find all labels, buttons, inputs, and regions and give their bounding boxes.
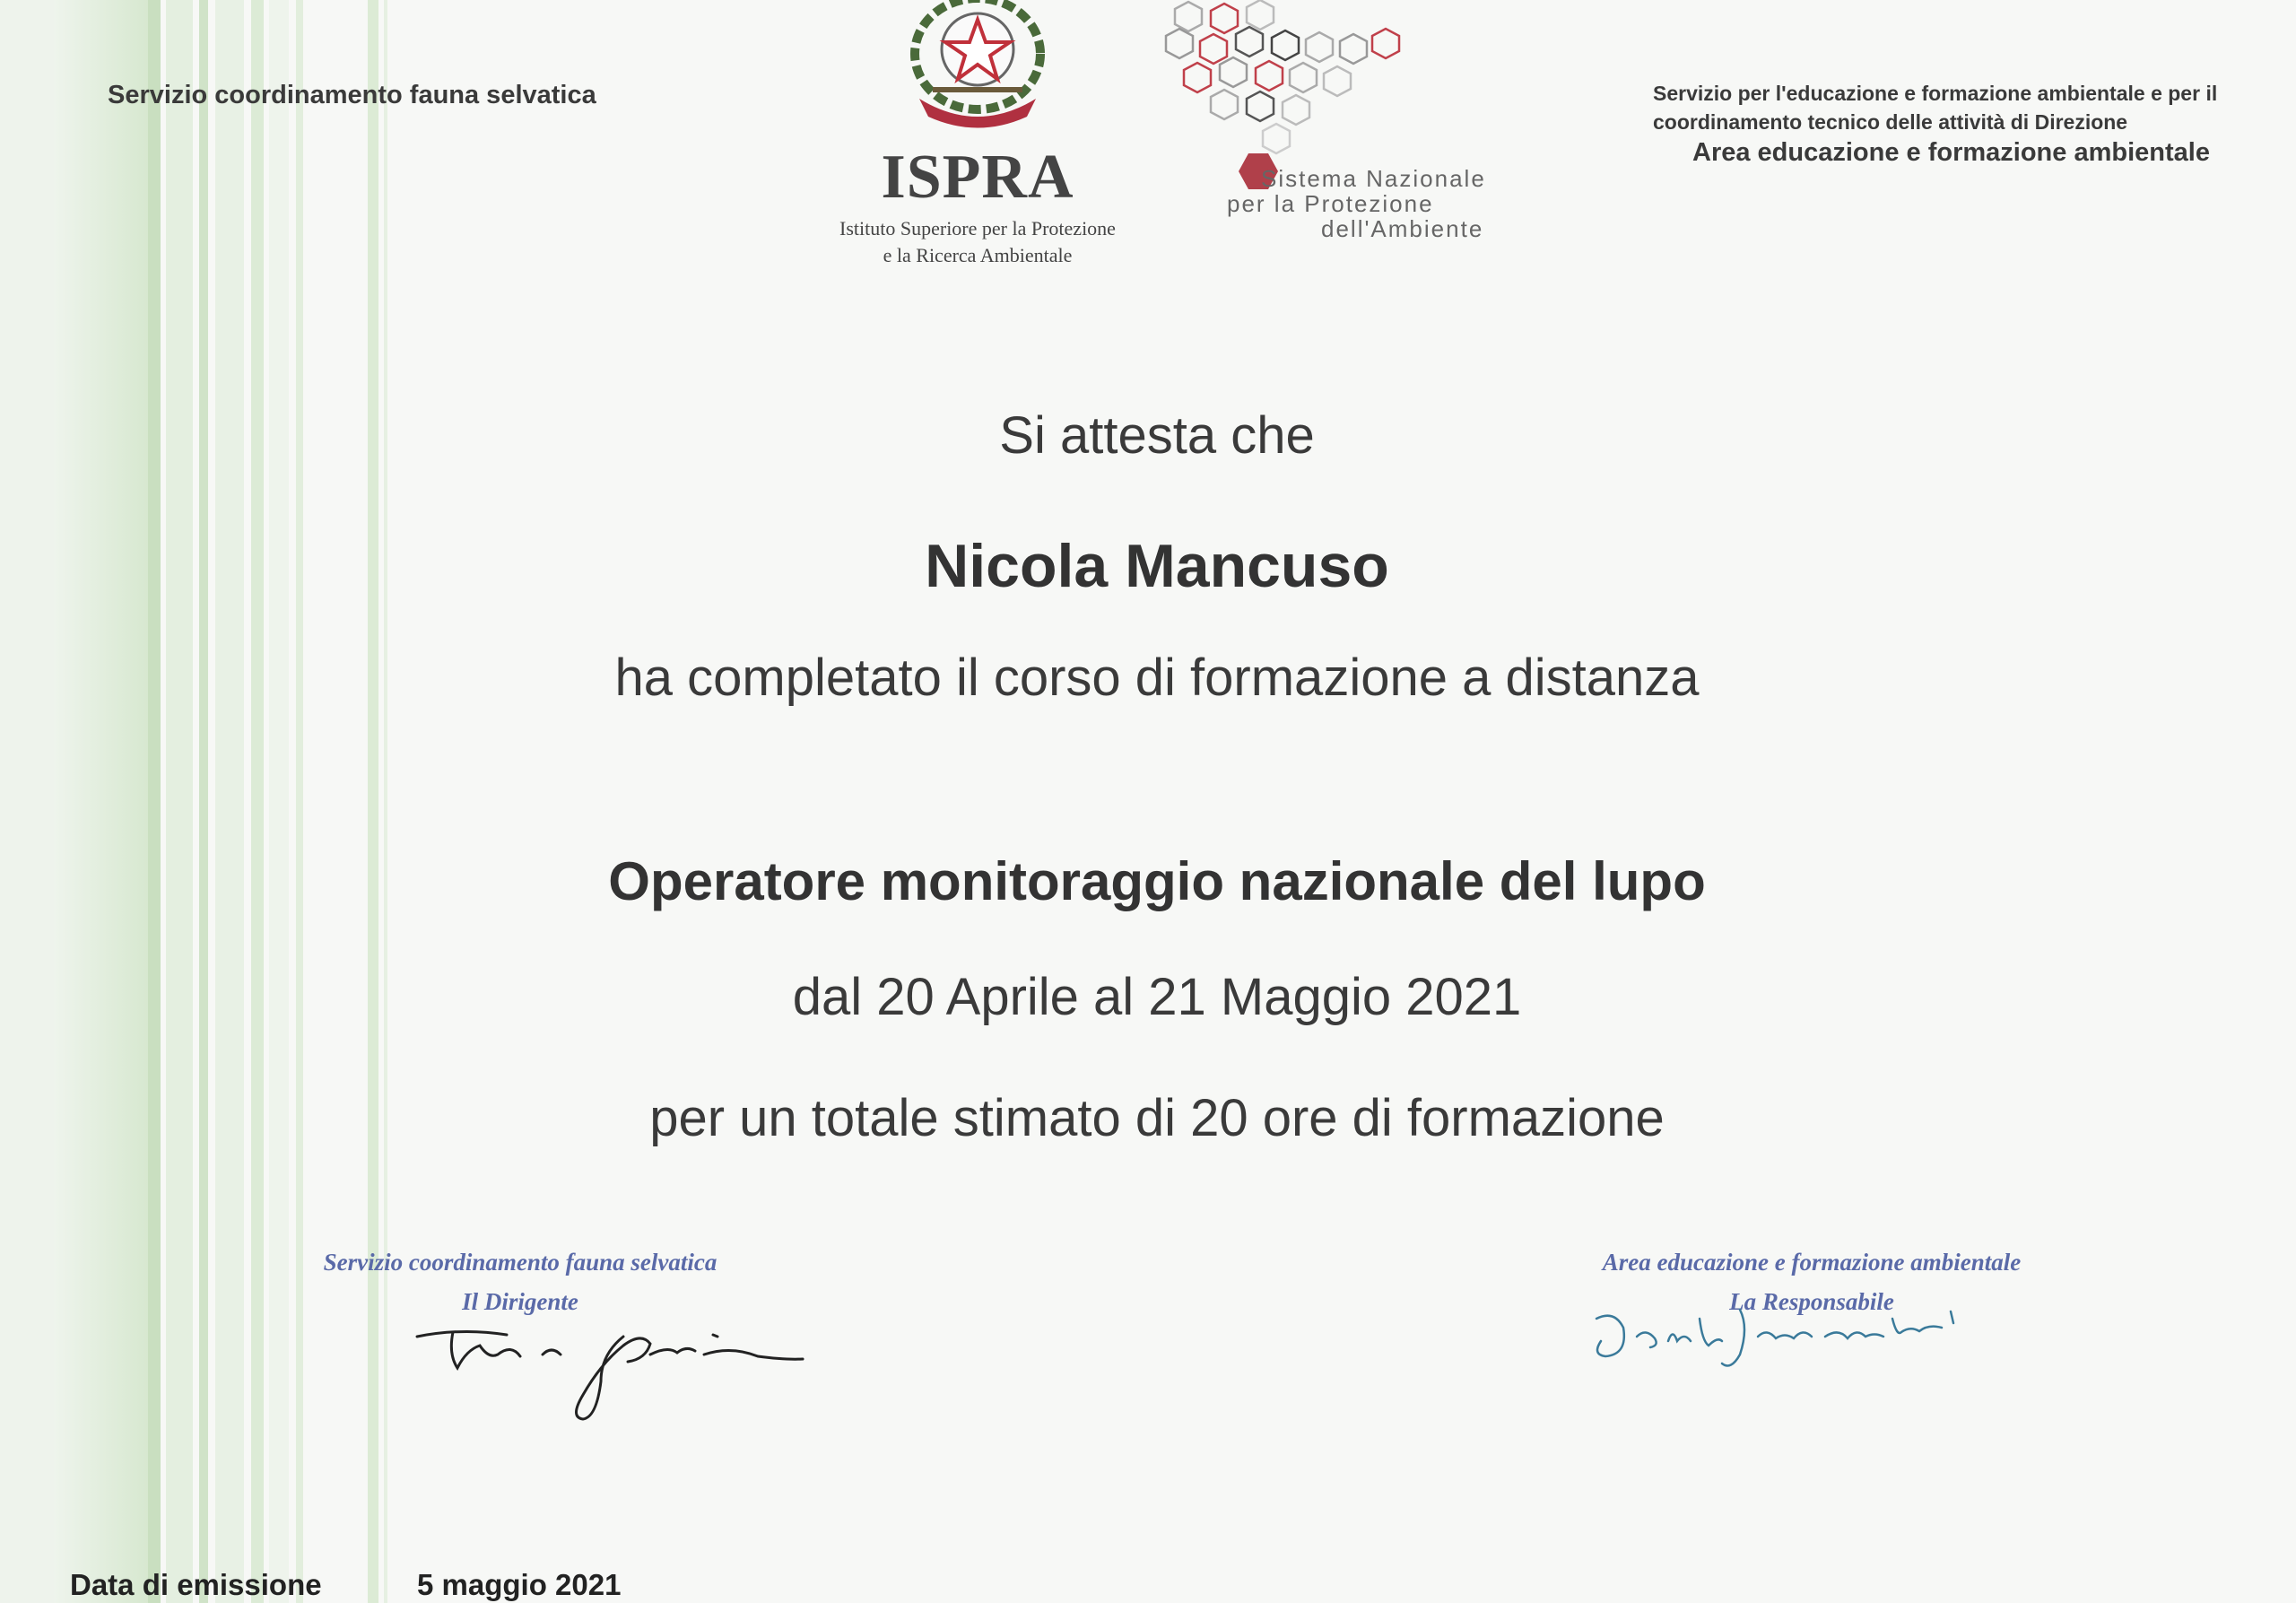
snpa-line3: dell'Ambiente xyxy=(1321,215,1484,242)
italian-republic-emblem-icon xyxy=(901,0,1054,135)
right-service-header xyxy=(1653,79,2281,167)
snpa-line2: per la Protezione xyxy=(1227,190,1434,217)
snpa-hexagon-logo-icon xyxy=(1157,0,1435,170)
right-service-text: Servizio per l'educazione e formazione ambientale e per il coordinamento tecnico delle attività di Direzione xyxy=(1653,82,2218,134)
course-period: dal 20 Aprile al 21 Maggio 2021 xyxy=(792,968,1522,1026)
snpa-logo-text xyxy=(1227,166,1586,241)
course-hours: per un totale stimato di 20 ore di formazione xyxy=(649,1089,1665,1147)
ispra-subtitle-line1: Istituto Superiore per la Protezione xyxy=(839,217,1116,240)
ispra-subtitle-line2: e la Ricerca Ambientale xyxy=(883,244,1073,266)
ispra-subtitle xyxy=(789,215,1166,269)
left-signature-block xyxy=(269,1242,771,1321)
left-service-header: Servizio coordinamento fauna selvatica xyxy=(108,81,596,109)
snpa-line1: Sistema Nazionale xyxy=(1261,165,1486,192)
right-area-text: Area educazione e formazione ambientale xyxy=(1692,138,2210,167)
certificate-intro: Si attesta che xyxy=(999,406,1315,465)
left-signature-role: Il Dirigente xyxy=(462,1288,578,1315)
decorative-stripes xyxy=(0,0,395,1603)
course-title: Operatore monitoraggio nazionale del lupo xyxy=(608,851,1706,911)
right-signature-office: Area educazione e formazione ambientale xyxy=(1602,1249,2022,1276)
ispra-logo-text: ISPRA xyxy=(881,143,1074,212)
issue-date-value: 5 maggio 2021 xyxy=(417,1568,622,1601)
completion-statement: ha completato il corso di formazione a distanza xyxy=(614,649,1700,707)
issue-date-label: Data di emissione xyxy=(70,1568,322,1601)
left-handwritten-signature-icon xyxy=(408,1319,821,1426)
left-signature-office: Servizio coordinamento fauna selvatica xyxy=(323,1249,718,1276)
recipient-name: Nicola Mancuso xyxy=(925,532,1389,600)
right-handwritten-signature-icon xyxy=(1587,1292,1973,1372)
right-signature-role: La Responsabile xyxy=(1729,1288,1894,1315)
